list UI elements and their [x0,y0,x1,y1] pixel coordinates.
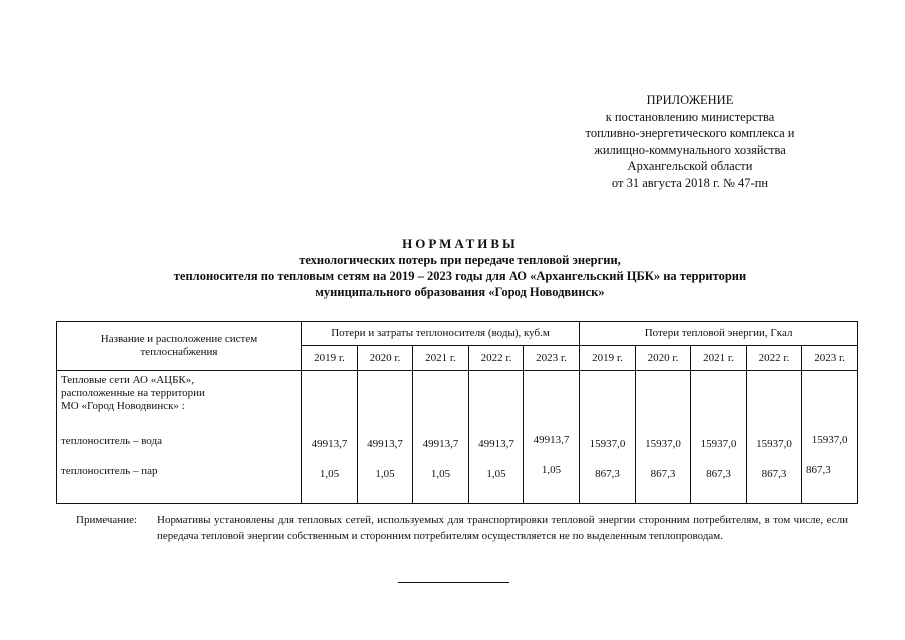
heat-steam-value: 867,3 [761,468,787,480]
year-header: 2019 г. [302,346,358,371]
steam-value: 1,05 [319,468,340,480]
steam-value: 1,05 [541,464,562,476]
year-header: 2023 г. [524,346,580,371]
note-block [76,512,848,544]
appendix-line: Архангельской области [627,159,753,173]
heat-steam-value: 867,3 [595,468,620,480]
heat-steam-value: 867,3 [650,468,676,480]
appendix-block [535,92,845,191]
heat-loss-group-header: Потери тепловой энергии, Гкал [580,322,858,346]
value-cell [691,371,747,504]
heat-water-value: 15937,0 [700,438,737,450]
appendix-line: топливно-энергетического комплекса и [585,126,795,140]
row-label-water: теплоноситель – вода [61,435,162,447]
year-header: 2022 г. [747,346,802,371]
document-title [60,236,860,300]
end-separator-line [398,582,509,583]
water-value: 49913,7 [311,438,348,450]
year-header: 2020 г. [358,346,413,371]
year-header: 2021 г. [691,346,747,371]
title-line: теплоносителя по тепловым сетям на 2019 – 2023 годы для АО «Архангельский ЦБК» на территории [173,269,747,283]
heat-steam-value: 867,3 [706,468,731,480]
name-column-header: Название и расположение систем теплоснабжения [57,322,302,371]
year-header: 2023 г. [802,346,858,371]
appendix-line: жилищно-коммунального хозяйства [594,142,786,157]
water-value: 49913,7 [422,438,459,450]
note-label: Примечание: [76,514,138,526]
water-loss-group-header: Потери и затраты теплоносителя (воды), куб.м [302,322,580,346]
year-header: 2022 г. [469,346,524,371]
norms-table [56,321,858,504]
heat-water-value: 15937,0 [589,438,626,450]
table-row [57,371,858,504]
system-name-line: расположенные на территории [61,387,205,399]
value-cell [302,371,358,504]
steam-value: 1,05 [430,468,451,480]
title-line: технологических потерь при передаче тепловой энергии, [299,253,621,267]
value-cell [747,371,802,504]
heat-water-value: 15937,0 [811,434,848,446]
title-heading: НОРМАТИВЫ [402,236,518,251]
water-value: 49913,7 [478,438,514,450]
year-header: 2020 г. [636,346,691,371]
heat-water-value: 15937,0 [645,438,681,450]
value-cell [358,371,413,504]
appendix-line: от 31 августа 2018 г. № 47-пн [611,175,769,190]
year-header: 2021 г. [413,346,469,371]
system-name-cell [57,371,302,504]
year-header: 2019 г. [580,346,636,371]
value-cell [469,371,524,504]
value-cell [636,371,691,504]
row-label-steam: теплоноситель – пар [61,465,158,477]
steam-value: 1,05 [486,468,506,480]
title-line: муниципального образования «Город Новодвинск» [315,285,605,299]
appendix-line: ПРИЛОЖЕНИЕ [646,93,734,107]
system-name-line: Тепловые сети АО «АЦБК», [61,374,194,386]
steam-value: 1,05 [375,468,395,480]
note-text: Нормативы установлены для тепловых сетей, используемых для транспортировки тепловой энергии сторонним потребителям, в том числе, если передача тепловой энергии собственным и сторонним потребителям осуществляется не по выделенным теплопроводам. [157,514,848,542]
value-cell [413,371,469,504]
heat-steam-value: 867,3 [806,464,831,476]
appendix-line: к постановлению министерства [605,109,775,124]
system-name-line: МО «Город Новодвинск» : [61,400,185,412]
value-cell [524,371,580,504]
water-value: 49913,7 [533,434,570,446]
water-value: 49913,7 [367,438,403,450]
value-cell [580,371,636,504]
heat-water-value: 15937,0 [756,438,792,450]
value-cell [802,371,858,504]
